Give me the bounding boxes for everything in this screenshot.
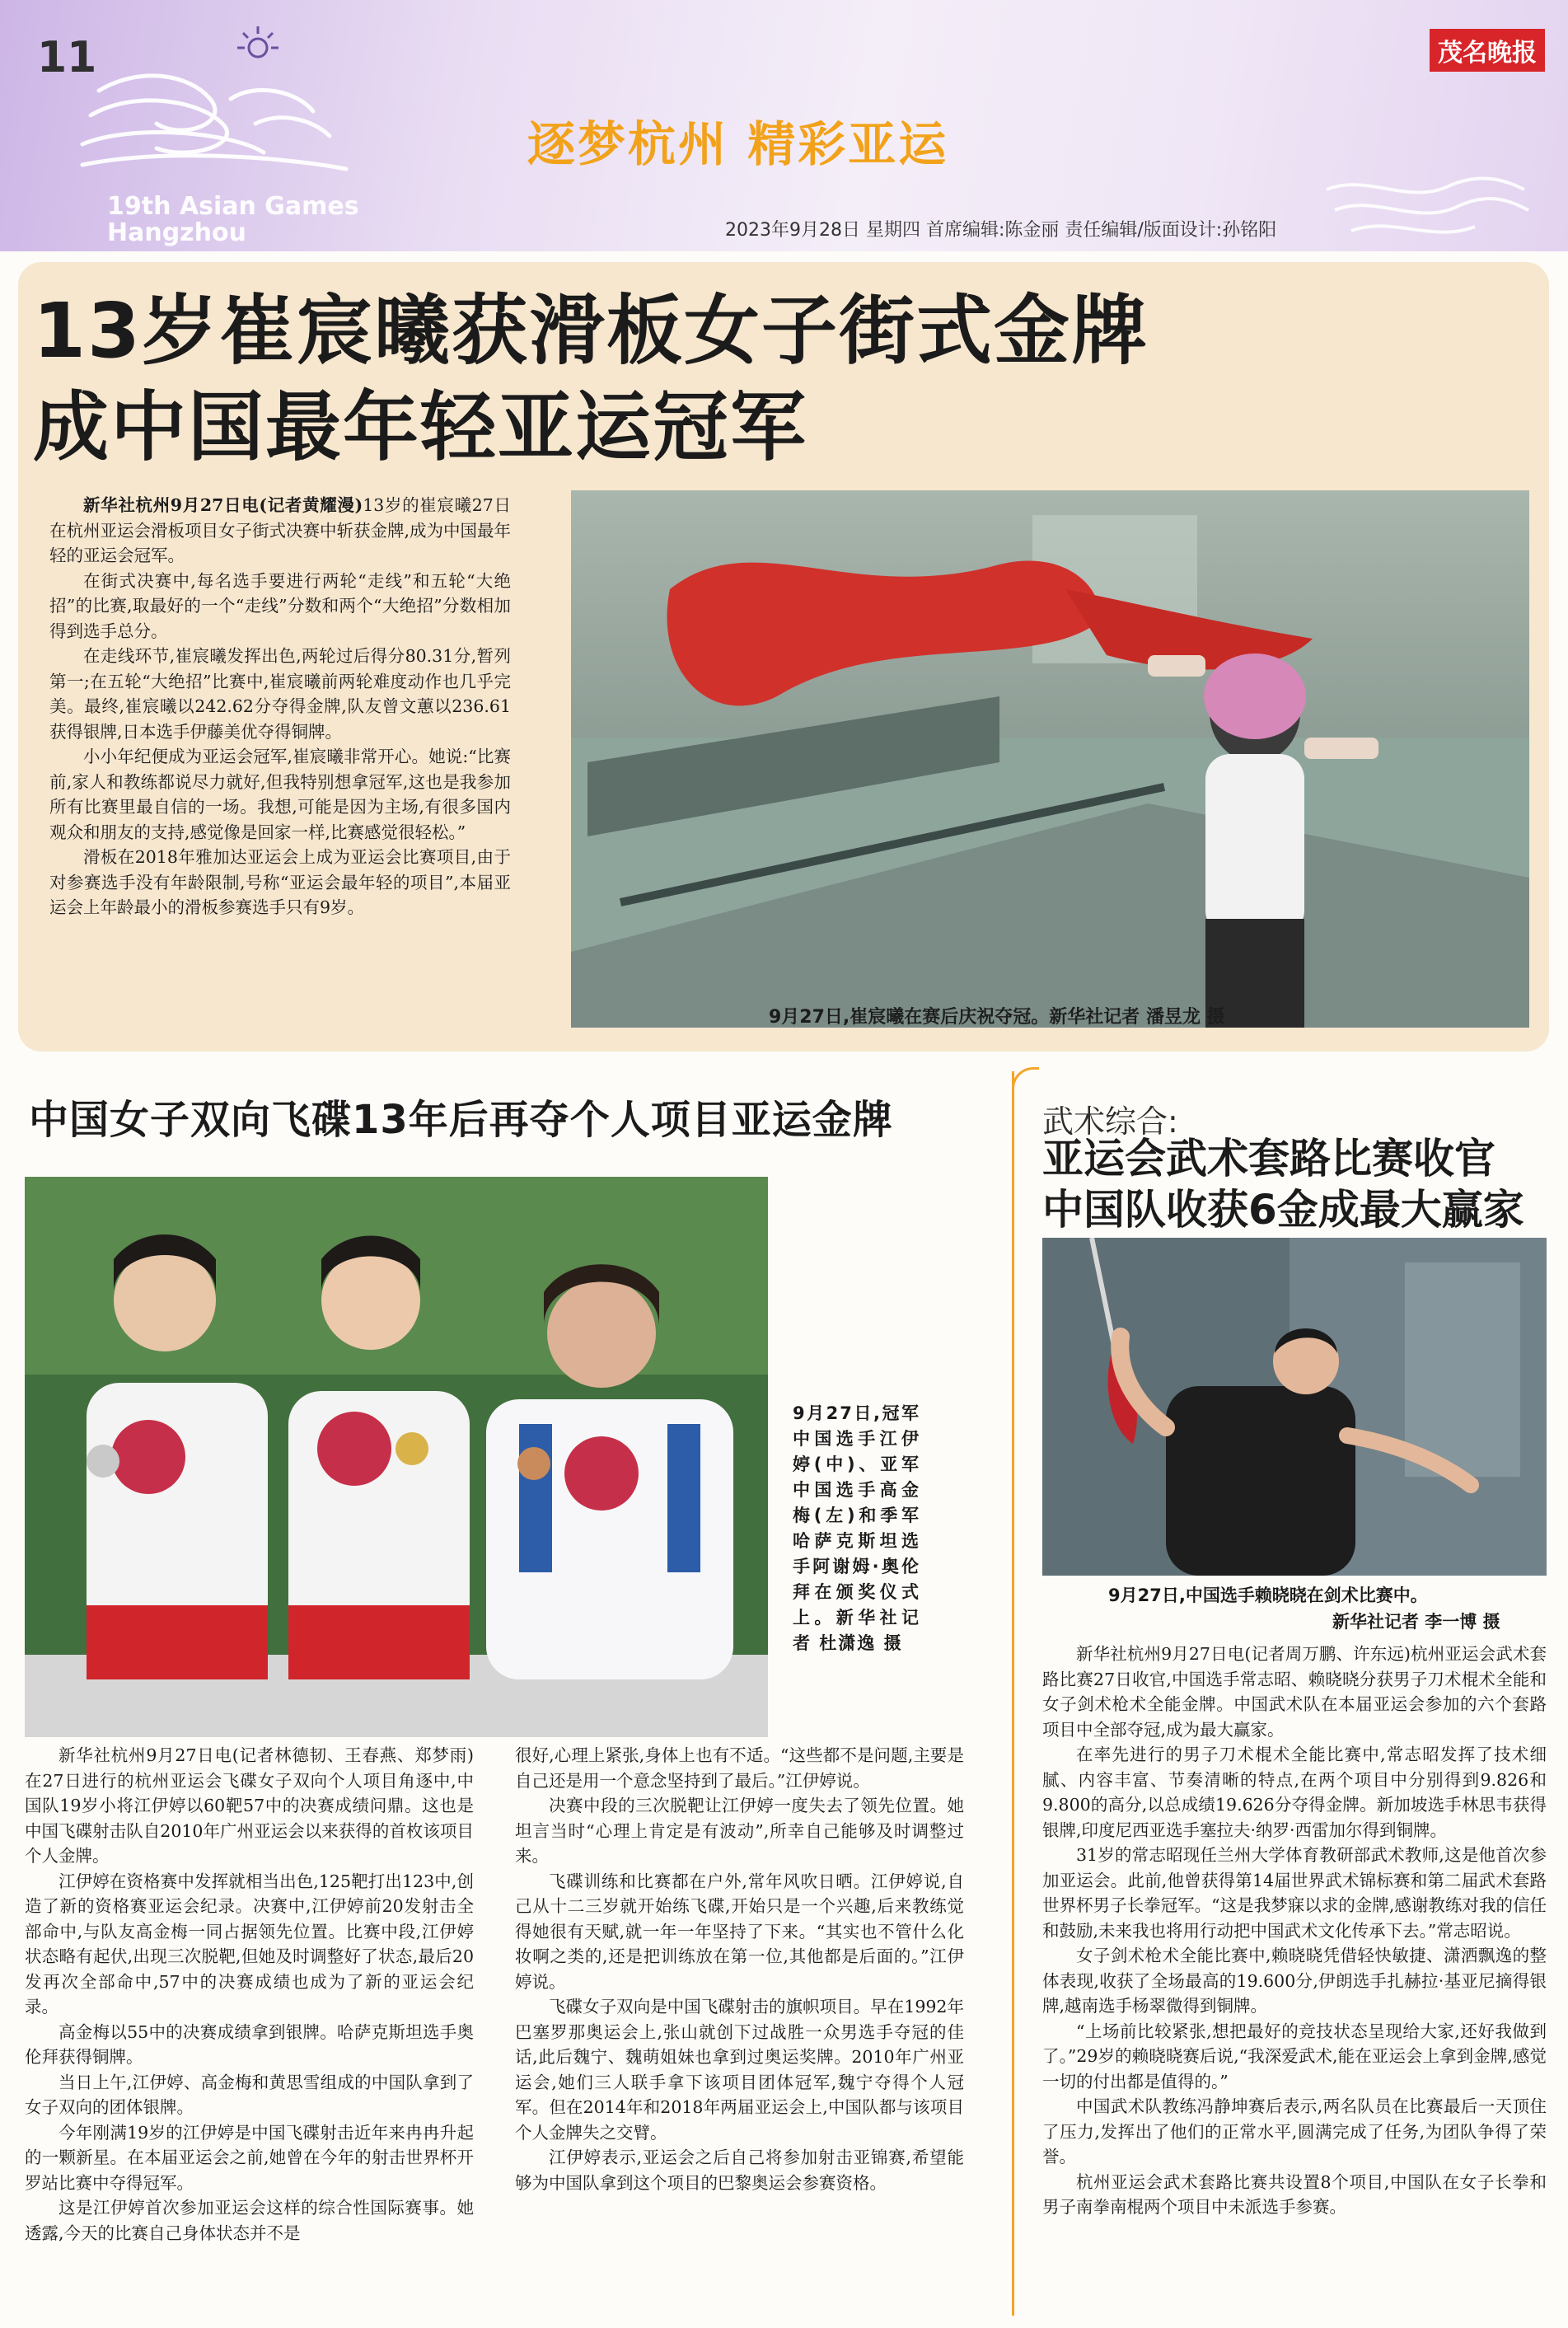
article-paragraph: “上场前比较紧张,想把最好的竞技状态呈现给大家,还好我做到了。”29岁的赖晓晓赛后说,“我深爱武术,能在亚运会上拿到金牌,感觉一切的付出都是值得的。” <box>1042 2021 1547 2091</box>
article-paragraph: 新华社杭州9月27日电(记者周万鹏、许东远)杭州亚运会武术套路比赛27日收官,中国选手常志昭、赖晓晓分获男子刀术棍术全能和女子剑术枪术全能金牌。中国武术队在本届亚运会参加的六个套路项目中全部夺冠,成为最大赢家。 <box>1042 1644 1547 1740</box>
wushu-sword-photo <box>1042 1238 1547 1576</box>
article-paragraph: 飞碟女子双向是中国飞碟射击的旗帜项目。早在1992年巴塞罗那奥运会上,张山就创下过战胜一众男选手夺冠的佳话,此后魏宁、魏萌姐妹也拿到过奥运奖牌。2010年广州亚运会,她们三人联手拿下该项目团体冠军,魏宁夺得个人冠军。但在2014年和2018年两届亚运会上,中国队都与该项目个人金牌失之交臂。 <box>515 1997 964 2143</box>
article-paragraph: 在走线环节,崔宸曦发挥出色,两轮过后得分80.31分,暂列第一;在五轮“大绝招”比赛中,崔宸曦前两轮难度动作也几乎完美。最终,崔宸曦以242.62分夺得金牌,队友曾文蕙以236.61获得银牌,日本选手伊藤美优夺得铜牌。 <box>49 646 511 742</box>
decorative-wave-ornament-icon <box>1318 165 1533 247</box>
wushu-headline <box>1042 1133 1524 1235</box>
article-paragraph: 今年刚满19岁的江伊婷是中国飞碟射击近年来冉冉升起的一颗新星。在本届亚运会之前,她曾在今年的射击世界杯开罗站比赛中夺得冠军。 <box>25 2122 474 2193</box>
article-paragraph: 31岁的常志昭现任兰州大学体育教研部武术教师,这是他首次参加亚运会。此前,他曾获得第14届世界武术锦标赛和第二届武术套路世界杯男子长拳冠军。“这是我梦寐以求的金牌,感谢教练对我的信任和鼓励,未来我也将用行动把中国武术文化传承下去。”常志昭说。 <box>1042 1845 1547 1941</box>
shooting-column-1 <box>25 1743 474 2246</box>
page-number: 11 <box>37 33 97 82</box>
newspaper-masthead: 茂名晚报 <box>1430 29 1545 72</box>
column-divider <box>1012 1071 1014 2316</box>
article-text: 13岁的崔宸曦27日在杭州亚运会滑板项目女子街式决赛中斩获金牌,成为中国最年轻的亚运会冠军。 <box>49 495 512 565</box>
article-paragraph: 在率先进行的男子刀术棍术全能比赛中,常志昭发挥了技术细腻、内容丰富、节奏清晰的特点,在两个项目中分别得到9.826和9.800的高分,以总成绩19.626分夺得金牌。新加坡选手林思韦获得银牌,印度尼西亚选手塞拉夫·纳罗·西雷加尔得到铜牌。 <box>1042 1745 1547 1840</box>
top-photo-caption: 9月27日,崔宸曦在赛后庆祝夺冠。新华社记者 潘昱龙 摄 <box>769 1007 1225 1028</box>
wushu-story-body <box>1042 1642 1547 2220</box>
article-paragraph: 飞碟训练和比赛都在户外,常年风吹日晒。江伊婷说,自己从十二三岁就开始练飞碟,开始只是一个兴趣,后来教练觉得她很有天赋,就一年一年坚持了下来。“其实也不管什么化妆啊之类的,还是把训练放在第一位,其他都是后面的。”江伊婷说。 <box>515 1871 964 1992</box>
article-paragraph: 高金梅以55中的决赛成绩拿到银牌。哈萨克斯坦选手奥伦拜获得铜牌。 <box>25 2021 474 2067</box>
games-name-line1: 19th Asian Games <box>107 192 359 221</box>
issue-dateline: 2023年9月28日 星期四 首席编辑:陈金丽 责任编辑/版面设计:孙铭阳 <box>725 220 1277 241</box>
article-paragraph: 杭州亚运会武术套路比赛共设置8个项目,中国队在女子长拳和男子南拳南棍两个项目中未派选手参赛。 <box>1042 2171 1547 2217</box>
wushu-headline-line1: 亚运会武术套路比赛收官 <box>1042 1135 1495 1183</box>
article-paragraph: 当日上午,江伊婷、高金梅和黄思雪组成的中国队拿到了女子双向的团体银牌。 <box>25 2072 474 2117</box>
column-divider-curl <box>1012 1067 1039 1091</box>
games-english-name <box>107 194 359 246</box>
article-paragraph: 这是江伊婷首次参加亚运会这样的综合性国际赛事。她透露,今天的比赛自己身体状态并不是 <box>25 2198 474 2243</box>
wushu-photo-illustration <box>1042 1238 1547 1576</box>
page-slogan: 逐梦杭州 精彩亚运 <box>527 116 949 172</box>
top-headline-line2: 成中国最年轻亚运冠军 <box>33 383 808 471</box>
top-headline-line1: 13岁崔宸曦获滑板女子街式金牌 <box>33 287 1149 375</box>
shooting-column-2 <box>515 1743 964 2195</box>
skeet-podium-photo <box>25 1177 768 1737</box>
article-paragraph: 中国武术队教练冯静坤赛后表示,两名队员在比赛最后一天顶住了压力,发挥出了他们的正常水平,圆满完成了任务,为团队争得了荣誉。 <box>1042 2096 1547 2166</box>
skateboard-champion-photo <box>571 490 1529 1028</box>
article-paragraph: 很好,心理上紧张,身体上也有不适。“这些都不是问题,主要是自己还是用一个意念坚持到了最后。”江伊婷说。 <box>515 1745 964 1791</box>
article-dateline-lead: 新华社杭州9月27日电(记者黄耀漫) <box>83 495 363 515</box>
games-name-line2: Hangzhou <box>107 218 246 247</box>
hangzhou-asian-games-logo-icon <box>66 66 363 190</box>
page-header <box>0 0 1568 251</box>
article-paragraph: 江伊婷在资格赛中发挥就相当出色,125靶打出123中,创造了新的资格赛亚运会纪录。决赛中,江伊婷前20发射击全部命中,与队友高金梅一同占据领先位置。比赛中段,江伊婷状态略有起伏,出现三次脱靶,但她及时调整好了状态,最后20发再次全部命中,57中的决赛成绩也成为了新的亚运会纪录。 <box>25 1871 474 2017</box>
shooting-headline: 中国女子双向飞碟13年后再夺个人项目亚运金牌 <box>29 1097 893 1143</box>
article-paragraph: 在街式决赛中,每名选手要进行两轮“走线”和五轮“大绝招”的比赛,取最好的一个“走线”分数和两个“大绝招”分数相加得到选手总分。 <box>49 570 511 641</box>
article-paragraph: 女子剑术枪术全能比赛中,赖晓晓凭借轻快敏捷、潇洒飘逸的整体表现,收获了全场最高的19.600分,伊朗选手扎赫拉·基亚尼摘得银牌,越南选手杨翠微得到铜牌。 <box>1042 1946 1547 2016</box>
wushu-photo-caption: 9月27日,中国选手赖晓晓在剑术比赛中。 <box>1108 1586 1428 1605</box>
article-paragraph: 新华社杭州9月27日电(记者林德韧、王春燕、郑梦雨)在27日进行的杭州亚运会飞碟女子双向个人项目角逐中,中国队19岁小将江伊婷以60靶57中的决赛成绩问鼎。这也是中国飞碟射击队自2010年广州亚运会以来获得的首枚该项目个人金牌。 <box>25 1745 474 1866</box>
podium-photo-caption: 9月27日,冠军中国选手江伊婷(中)、亚军中国选手高金梅(左)和季军哈萨克斯坦选手阿谢姆·奥伦拜在颁奖仪式上。新华社记者 杜潇逸 摄 <box>793 1403 920 1653</box>
top-story-body <box>49 493 511 920</box>
article-paragraph: 江伊婷表示,亚运会之后自己将参加射击亚锦赛,希望能够为中国队拿到这个项目的巴黎奥运会参赛资格。 <box>515 2148 964 2193</box>
sun-emblem-icon <box>235 23 281 69</box>
skateboard-photo-illustration <box>571 490 1529 1028</box>
article-paragraph: 滑板在2018年雅加达亚运会上成为亚运会比赛项目,由于对参赛选手没有年龄限制,号称“亚运会最年轻的项目”,本届亚运会上年龄最小的滑板参赛选手只有9岁。 <box>49 847 511 917</box>
article-paragraph: 小小年纪便成为亚运会冠军,崔宸曦非常开心。她说:“比赛前,家人和教练都说尽力就好,但我特别想拿冠军,这也是我参加所有比赛里最自信的一场。我想,可能是因为主场,有很多国内观众和朋友的支持,感觉像是回家一样,比赛感觉很轻松。” <box>49 747 511 842</box>
wushu-photo-credit: 新华社记者 李一博 摄 <box>1332 1612 1500 1632</box>
wushu-headline-line2: 中国队收获6金成最大赢家 <box>1042 1186 1524 1234</box>
podium-photo-illustration <box>25 1177 768 1737</box>
article-paragraph <box>49 493 511 569</box>
article-paragraph: 决赛中段的三次脱靶让江伊婷一度失去了领先位置。她坦言当时“心理上肯定是有波动”,所幸自己能够及时调整过来。 <box>515 1796 964 1866</box>
wushu-kicker: 武术综合: <box>1042 1103 1178 1140</box>
